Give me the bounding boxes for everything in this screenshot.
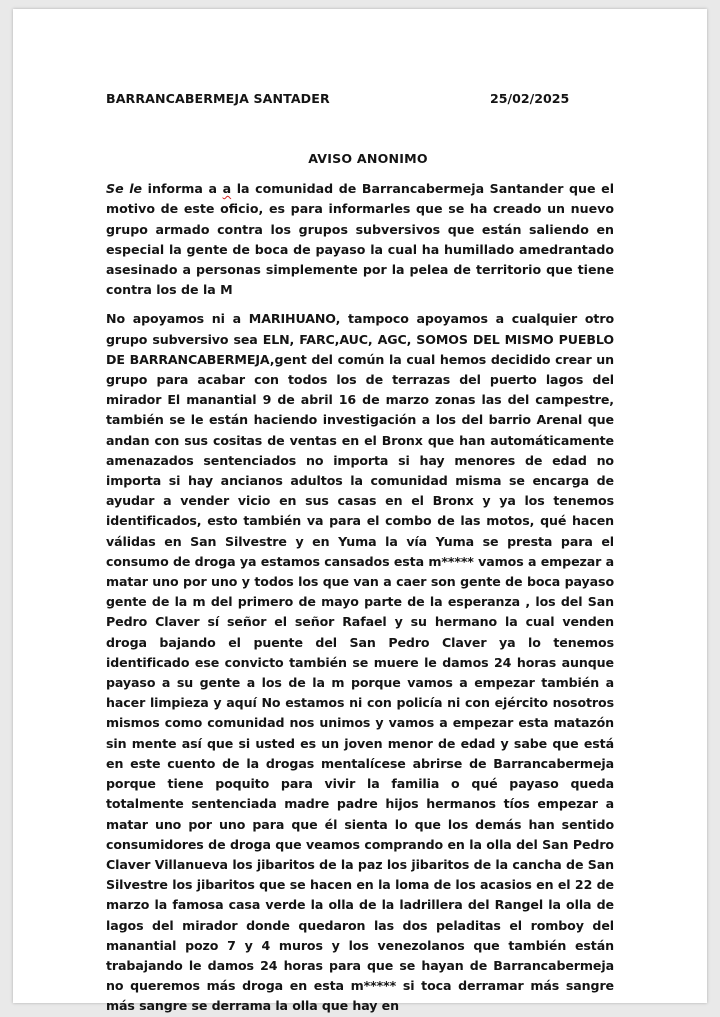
paragraph-1-text: la comunidad de Barrancabermeja Santander que el motivo de este oficio, es para informarles que se ha creado un nuevo grupo armado contra los grupos subversivos que están saliendo en especial la gente de boca de payaso la cual ha humillado amedrantado asesinado a personas simplemente por la pelea de territorio que tiene contra los de la M [106,181,615,298]
paragraph-1-intro: informa a [142,181,223,197]
document-page [13,9,707,1014]
document-body [106,89,614,1017]
header-place: BARRANCABERMEJA SANTADER [106,91,330,106]
paragraph-2-text: No apoyamos ni a MARIHUANO, tampoco apoyamos a cualquier otro grupo subversivo sea ELN, FARC,AUC, AGC, SOMOS DEL MISMO PUEBLO DE BARRANCABERMEJA,gent del común la cual hemos decidido crear un grupo para acabar con todos los de terrazas del puerto lagos del mirador El manantial 9 de abril 16 de marzo zonas las del campestre, también se le están haciendo investigación a los del barrio Arenal que andan con sus cositas de ventas en el Bronx que han automáticamente amenazados sentenciados no importa si hay menores de edad no importa si hay ancianos adultos la comunidad misma se encarga de ayudar a vender vicio en sus casas en el Bronx y ya los tenemos identificados, esto también va para el combo de las motos, qué hacen válidas en San Silvestre y en Yuma la vía Yuma se presta para el consumo de droga ya estamos cansados esta m***** vamos a empezar a matar uno por uno y todos los que van a caer son gente de boca payaso gente de la m del primero de mayo parte de la esperanza , los del San Pedro Claver sí señor el señor Rafael y su hermano la cual venden droga bajando el puente del San Pedro Claver ya lo tenemos identificado ese convicto también se muere le damos 24 horas aunque payaso a su gente a los de la m porque vamos a empezar también a hacer limpieza y aquí No estamos ni con policía ni con ejército nosotros mismos como comunidad nos unimos y vamos a empezar esta matazón sin mente así que si usted es un joven menor de edad y sabe que está en este cuento de la drogas mentalícese abrirse de Barrancabermeja porque tiene poquito para vivir la familia o qué payaso queda totalmente sentenciada madre padre hijos hermanos tíos empezar a matar uno por uno para que él sienta lo que los demás han sentido consumidores de droga que veamos comprando en la olla del San Pedro Claver Villanueva los jibaritos de la paz los jibaritos de la cancha de San Silvestre los jibaritos que se hacen en la loma de los acasios en el 22 de marzo la famosa casa verde la olla de la ladrillera del Rangel la olla de lagos del mirador donde quedaron las dos peladitas el romboy del manantial pozo 7 y 4 muros y los venezolanos que también están trabajando le damos 24 horas para que se hayan de Barrancabermeja no queremos más droga en esta m***** si toca derramar más sangre más sangre se derrama la olla que hay en [106,311,614,1014]
paragraph-1-lead: Se le [106,181,143,197]
header-date: 25/02/2025 [490,91,570,106]
spellcheck-flagged-word: a [222,181,232,197]
paragraph-2 [106,309,614,1016]
document-title: AVISO ANONIMO [308,151,428,166]
paragraph-1 [106,179,614,300]
document-header [106,89,614,109]
